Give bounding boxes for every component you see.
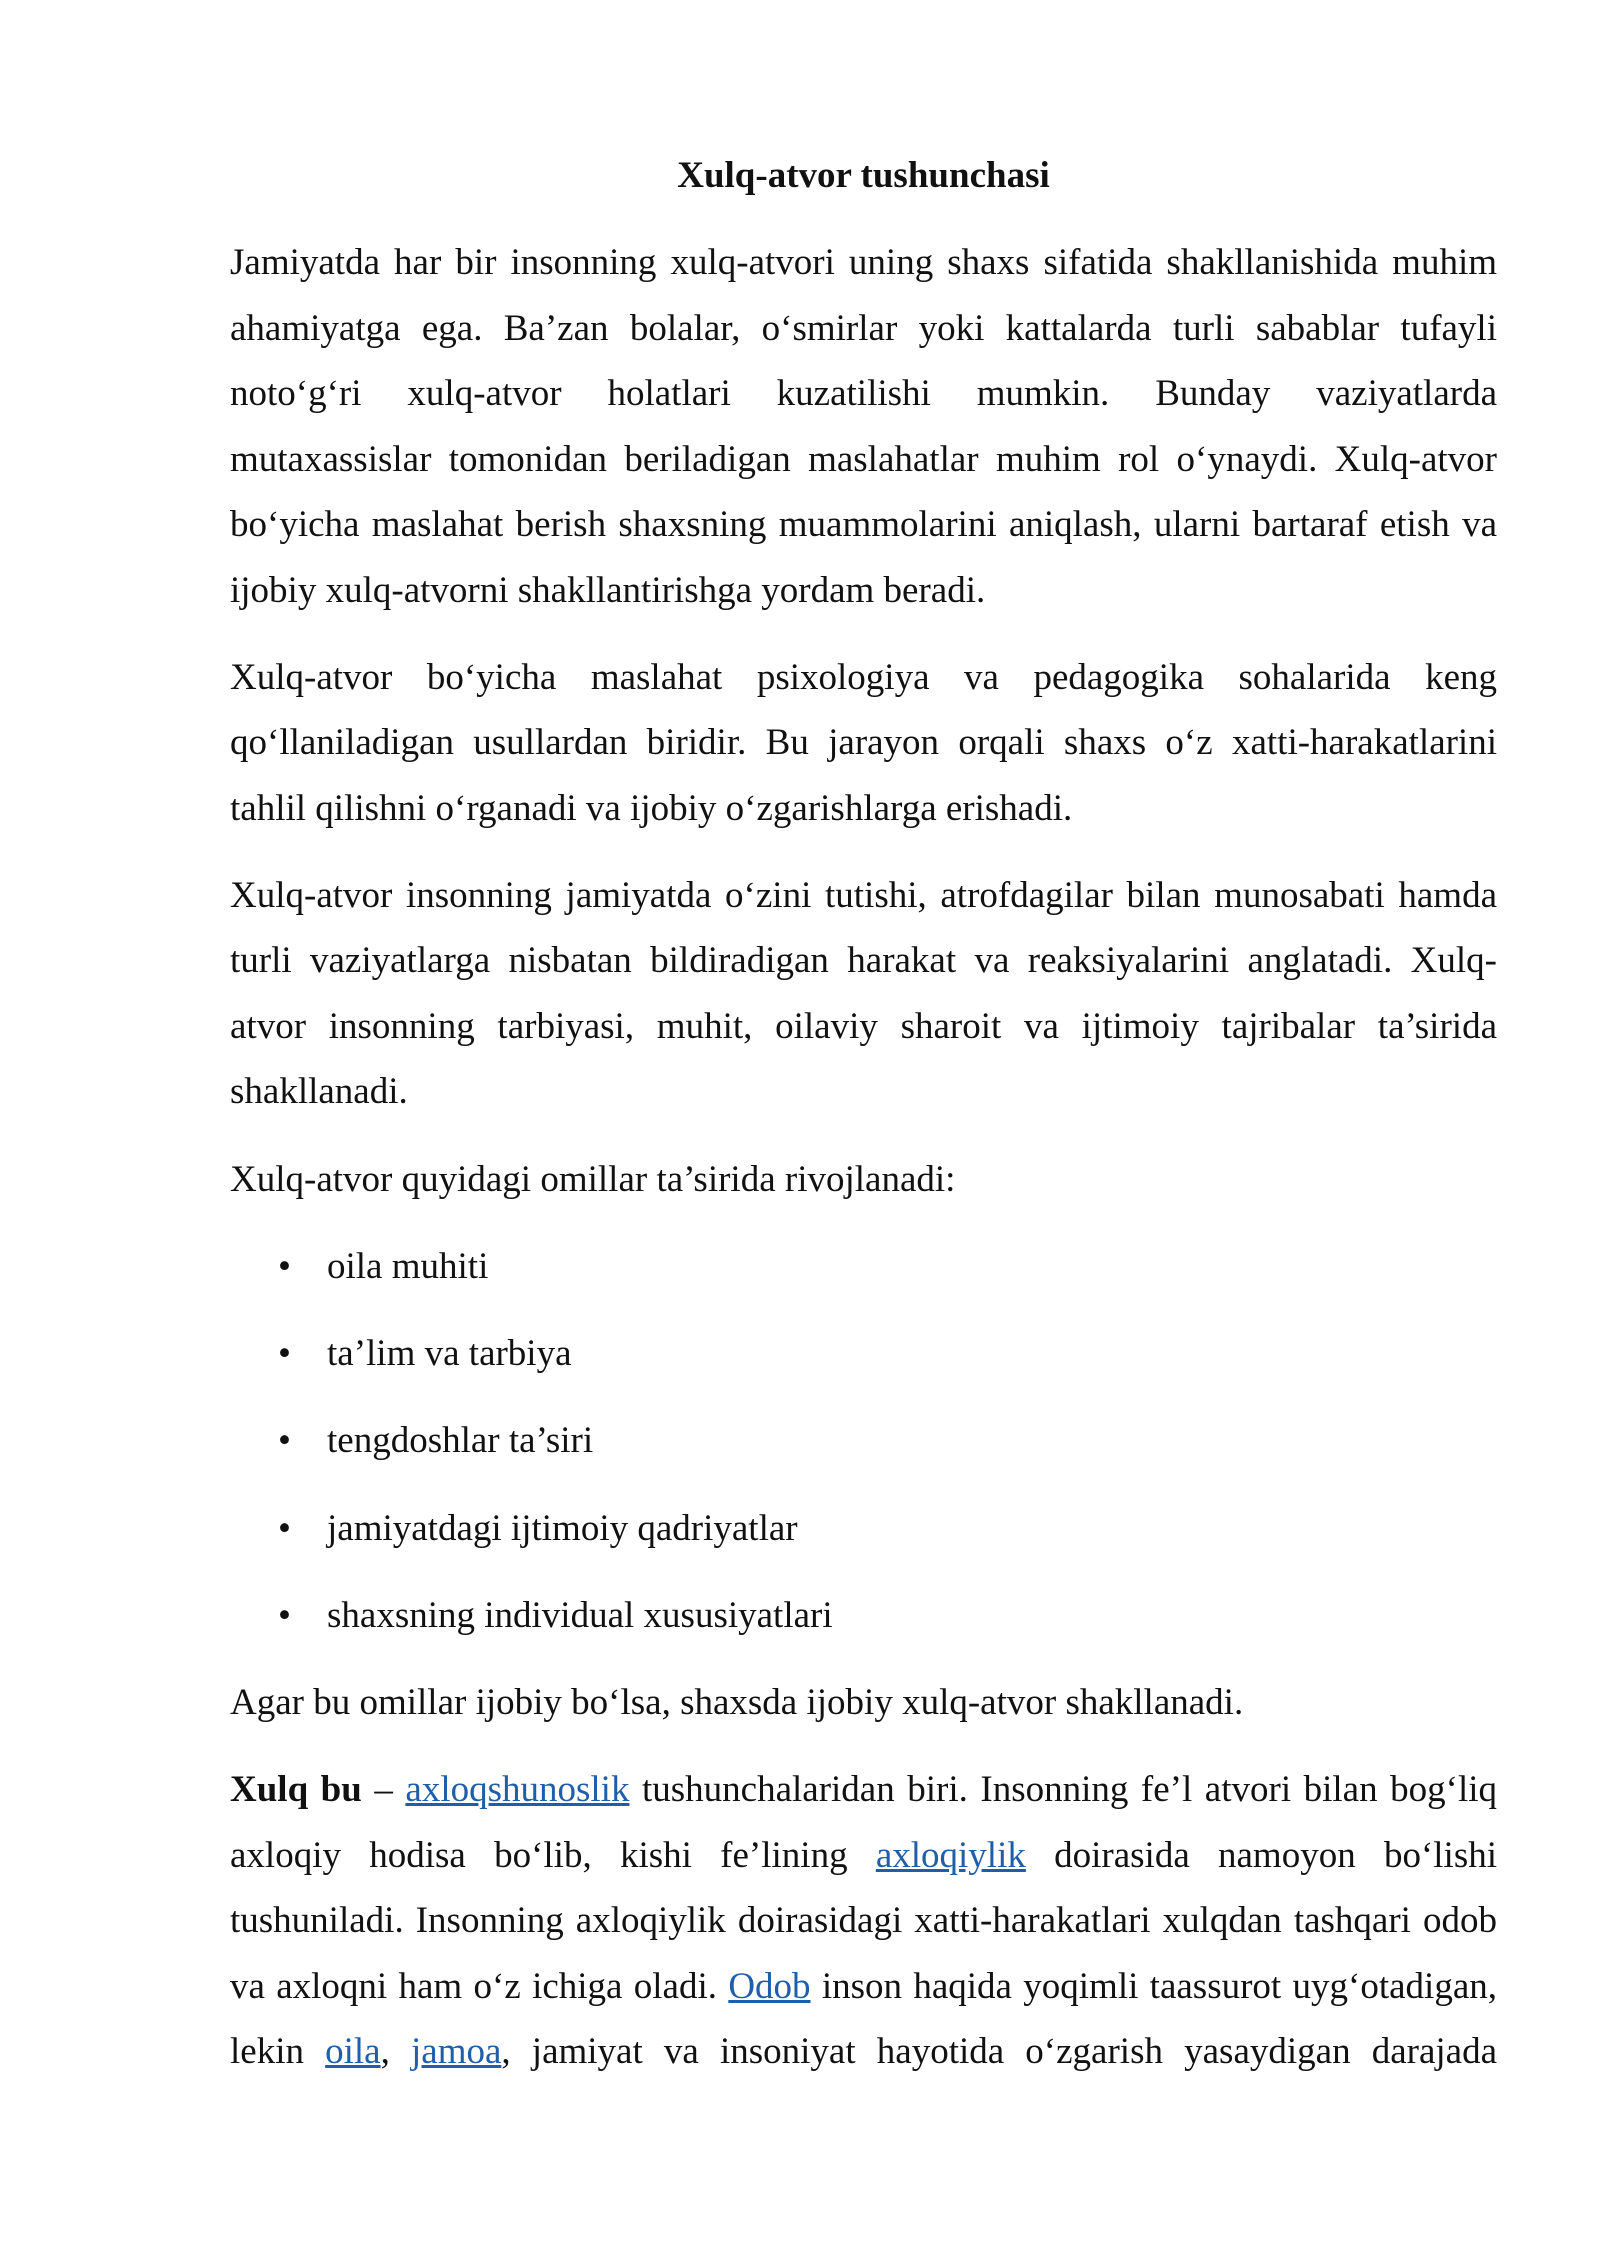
paragraph-line: bo‘yicha maslahat berish shaxsning muammolarini aniqlash, ularni bartaraf etish va — [230, 504, 1497, 546]
paragraph-line: Xulq-atvor quyidagi omillar ta’sirida rivojlanadi: — [230, 1158, 956, 1200]
list-item — [230, 1408, 1497, 1473]
factors-list — [230, 1234, 1497, 1648]
paragraph-conclusion — [230, 1670, 1497, 1735]
inline-text: inson haqida yoqimli taassurot uyg‘otadigan, — [810, 1965, 1497, 2007]
paragraph-line — [230, 1954, 1497, 2019]
paragraph-line: Xulq-atvor insonning jamiyatda o‘zini tutishi, atrofdagilar bilan munosabati hamda — [230, 874, 1497, 916]
inline-text: doirasida namoyon bo‘lishi — [1025, 1834, 1498, 1876]
paragraph-line — [230, 1823, 1497, 1888]
list-item-text: ta’lim va tarbiya — [327, 1333, 572, 1375]
bullet-icon: • — [278, 1245, 291, 1287]
paragraph-line: tahlil qilishni o‘rganadi va ijobiy o‘zgarishlarga erishadi. — [230, 787, 1073, 829]
bullet-icon: • — [278, 1594, 291, 1636]
link-jamoa[interactable]: jamoa — [411, 2031, 502, 2073]
paragraph-counseling — [230, 645, 1497, 841]
list-item-text: shaxsning individual xususiyatlari — [327, 1594, 833, 1636]
list-item-text: jamiyatdagi ijtimoiy qadriyatlar — [327, 1507, 798, 1549]
link-odob[interactable]: Odob — [728, 1965, 811, 2007]
paragraph-line: Jamiyatda har bir insonning xulq-atvori uning shaxs sifatida shakllanishida muhim — [230, 242, 1497, 284]
bullet-icon: • — [278, 1420, 291, 1462]
link-oila[interactable]: oila — [325, 2031, 381, 2073]
link-axloqiylik[interactable]: axloqiylik — [875, 1834, 1026, 1876]
document-body — [230, 143, 1497, 2106]
paragraph-definition — [230, 863, 1497, 1125]
paragraph-line: mutaxassislar tomonidan beriladigan maslahatlar muhim rol o‘ynaydi. Xulq-atvor — [230, 438, 1497, 480]
inline-text: – — [361, 1769, 406, 1811]
paragraph-factors-intro — [230, 1147, 1497, 1212]
list-item — [230, 1234, 1497, 1299]
paragraph-line: ijobiy xulq-atvorni shakllantirishga yordam beradi. — [230, 569, 986, 611]
document-title: Xulq-atvor tushunchasi — [677, 155, 1050, 196]
inline-text: tushunchalaridan biri. Insonning fe’l atvori bilan bog‘liq — [629, 1769, 1498, 1811]
inline-text: axloqiy hodisa bo‘lib, kishi fe’lining — [230, 1834, 876, 1876]
paragraph-line: Xulq-atvor bo‘yicha maslahat psixologiya va pedagogika sohalarida keng — [230, 656, 1497, 698]
list-item — [230, 1583, 1497, 1648]
inline-text: va axloqni ham o‘z ichiga oladi. — [230, 1965, 729, 2007]
list-item-text: oila muhiti — [327, 1245, 489, 1287]
paragraph-line: noto‘g‘ri xulq-atvor holatlari kuzatilishi mumkin. Bunday vaziyatlarda — [230, 373, 1497, 415]
inline-text: lekin — [230, 2031, 326, 2073]
bold-term: Xulq bu — [230, 1769, 362, 1811]
inline-text: tushuniladi. Insonning axloqiylik doirasidagi xatti-harakatlari xulqdan tashqari odob — [230, 1900, 1497, 1942]
paragraph-line: turli vaziyatlarga nisbatan bildiradigan harakat va reaksiyalarini anglatadi. Xulq- — [230, 940, 1497, 982]
paragraph-line — [230, 1888, 1497, 1953]
paragraph-xulq-definition — [230, 1757, 1497, 2084]
paragraph-line: qo‘llaniladigan usullardan biridir. Bu jarayon orqali shaxs o‘z xatti-harakatlarini — [230, 722, 1497, 764]
bullet-icon: • — [278, 1333, 291, 1375]
list-item-text: tengdoshlar ta’siri — [327, 1420, 594, 1462]
link-axloqshunoslik[interactable]: axloqshunoslik — [405, 1769, 630, 1811]
list-item — [230, 1321, 1497, 1386]
bullet-icon: • — [278, 1507, 291, 1549]
list-item — [230, 1496, 1497, 1561]
paragraph-line: ahamiyatga ega. Ba’zan bolalar, o‘smirlar yoki kattalarda turli sabablar tufayli — [230, 307, 1497, 349]
paragraph-line: shakllanadi. — [230, 1071, 408, 1113]
inline-text: , — [380, 2031, 411, 2073]
inline-text: , jamiyat va insoniyat hayotida o‘zgarish yasaydigan darajada — [501, 2031, 1497, 2073]
paragraph-line: atvor insonning tarbiyasi, muhit, oilaviy sharoit va ijtimoiy tajribalar ta’sirida — [230, 1005, 1497, 1047]
paragraph-line: Agar bu omillar ijobiy bo‘lsa, shaxsda ijobiy xulq-atvor shakllanadi. — [230, 1682, 1244, 1724]
paragraph-intro — [230, 230, 1497, 623]
paragraph-line — [230, 1757, 1497, 1822]
paragraph-line — [230, 2019, 1497, 2084]
